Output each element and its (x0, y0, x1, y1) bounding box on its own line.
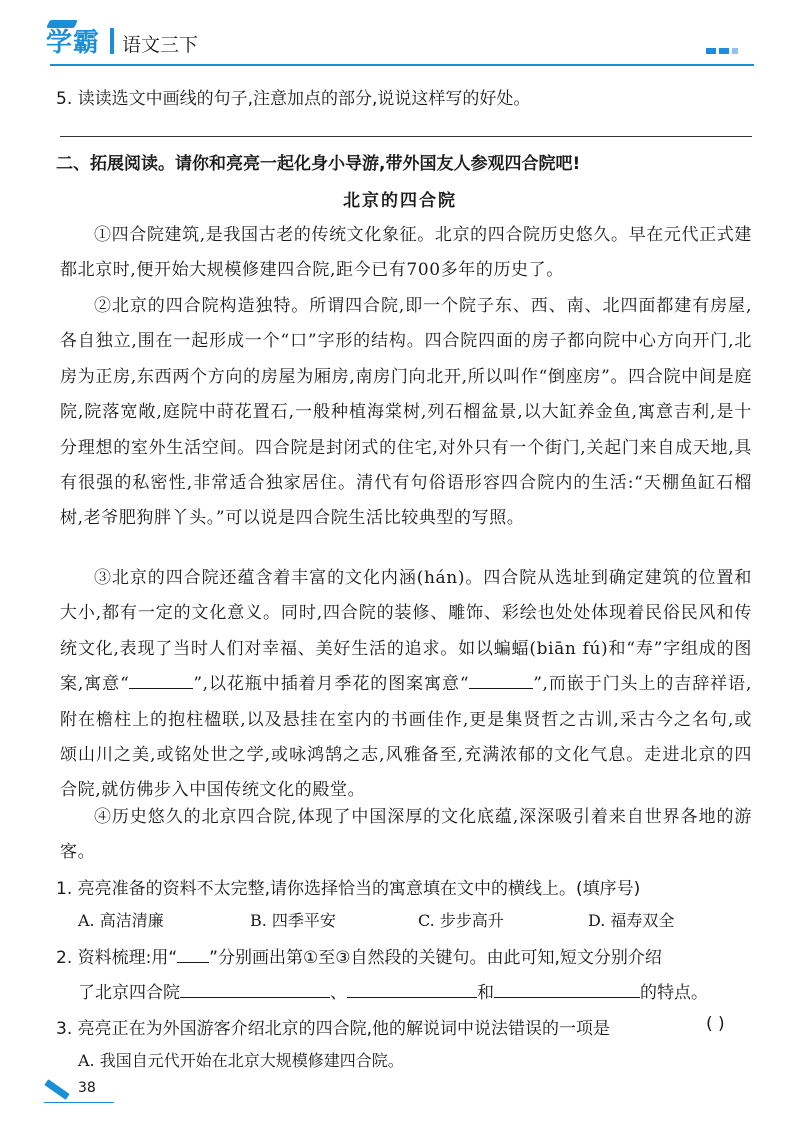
question-3: 3. 亮亮正在为外国游客介绍北京的四合院,他的解说词中说法错误的一项是 (56, 1019, 611, 1039)
q2-text-e: 和 (477, 983, 494, 1003)
blank-1[interactable] (129, 674, 193, 689)
section-title: 二、拓展阅读。请你和亮亮一起化身小导游,带外国友人参观四合院吧! (56, 154, 581, 174)
answer-blank-1[interactable] (180, 983, 330, 998)
option-d[interactable]: D. 福寿双全 (588, 911, 675, 930)
book-subject: 语文三下 (122, 34, 199, 56)
answer-blank-3[interactable] (494, 983, 640, 998)
option-c[interactable]: C. 步步高升 (418, 911, 504, 930)
paragraph-3-part-c: ”,而嵌于门头上的吉辞祥语,附在檐柱上的抱柱楹联,以及悬挂在室内的书画佳作,更是集贤哲之古训,采古今之名句,或颂山川之美,或铭处世之学,或咏鸿鹄之志,风雅备至,充满浓郁的文化气息。走进北京的四合院,就仿佛步入中国传统文化的殿堂。 (60, 674, 752, 801)
underline-sample (177, 948, 209, 963)
logo-divider (110, 28, 114, 54)
brand-logo: 学霸 (46, 28, 101, 58)
answer-blank-2[interactable] (347, 983, 477, 998)
q2-text-f: 的特点。 (640, 983, 708, 1003)
article-title: 北京的四合院 (343, 191, 457, 211)
paragraph-2: ②北京的四合院构造独特。所谓四合院,即一个院子东、西、南、北四面都建有房屋,各自独立,围在一起形成一个“口”字形的结构。四合院四面的房子都向院中心方向开门,北房为正房,东西两个方向的房屋为厢房,南房门向北开,所以叫作“倒座房”。四合院中间是庭院,院落宽敞,庭院中莳花置石,一般种植海棠树,列石榴盆景,以大缸养金鱼,寓意吉利,是十分理想的室外生活空间。四合院是封闭式的住宅,对外只有一个街门,关起门来自成天地,具有很强的私密性,非常适合独家居住。清代有句俗语形容四合院内的生活:“天棚鱼缸石榴树,老爷肥狗胖丫头。”可以说是四合院生活比较典型的写照。 (60, 296, 752, 529)
page-number: 38 (78, 1080, 96, 1096)
header-decoration (706, 48, 738, 54)
answer-line[interactable] (60, 136, 752, 137)
q2-text-c: 了北京四合院 (78, 983, 180, 1003)
paragraph-3 (60, 561, 752, 809)
question-5: 5. 读读选文中画线的句子,注意加点的部分,说说这样写的好处。 (56, 89, 531, 109)
page-header (0, 0, 800, 70)
question-3-option-a[interactable]: A. 我国自元代开始在北京大规模修建四合院。 (78, 1051, 404, 1070)
option-a[interactable]: A. 高洁清廉 (78, 911, 164, 930)
q2-text-b: ”分别画出第①至③自然段的关键句。由此可知,短文分别介绍 (209, 948, 662, 968)
header-rule (50, 64, 754, 66)
question-2-line-2 (78, 978, 708, 1003)
question-2 (56, 943, 662, 968)
paragraph-1: ①四合院建筑,是我国古老的传统文化象征。北京的四合院历史悠久。早在元代正式建都北京时,便开始大规模修建四合院,距今已有700多年的历史了。 (60, 225, 752, 281)
paragraph-3-part-a: ③北京的四合院还蕴含着丰富的文化内涵(hán)。四合院从选址到确定建筑的位置和大小,都有一定的文化意义。同时,四合院的装修、雕饰、彩绘也处处体现着民俗民风和传统文化,表现了当时人们对幸福、美好生活的追求。如以蝙蝠(biān fú)和“寿”字组成的图案,寓意“ (60, 568, 752, 695)
answer-paren[interactable]: ( ) (706, 1014, 725, 1034)
paragraph-3-part-b: ”,以花瓶中插着月季花的图案寓意“ (193, 674, 470, 695)
question-1: 1. 亮亮准备的资料不太完整,请你选择恰当的寓意填在文中的横线上。(填序号) (56, 879, 641, 899)
option-b[interactable]: B. 四季平安 (250, 911, 336, 930)
blank-2[interactable] (469, 674, 533, 689)
q2-text-d: 、 (330, 983, 347, 1003)
q2-text-a: 2. 资料梳理:用“ (56, 948, 178, 968)
paragraph-4: ④历史悠久的北京四合院,体现了中国深厚的文化底蕴,深深吸引着来自世界各地的游客。 (60, 807, 752, 863)
pencil-icon (44, 1079, 69, 1100)
footer-rule (44, 1102, 114, 1103)
page-footer (44, 1080, 124, 1110)
